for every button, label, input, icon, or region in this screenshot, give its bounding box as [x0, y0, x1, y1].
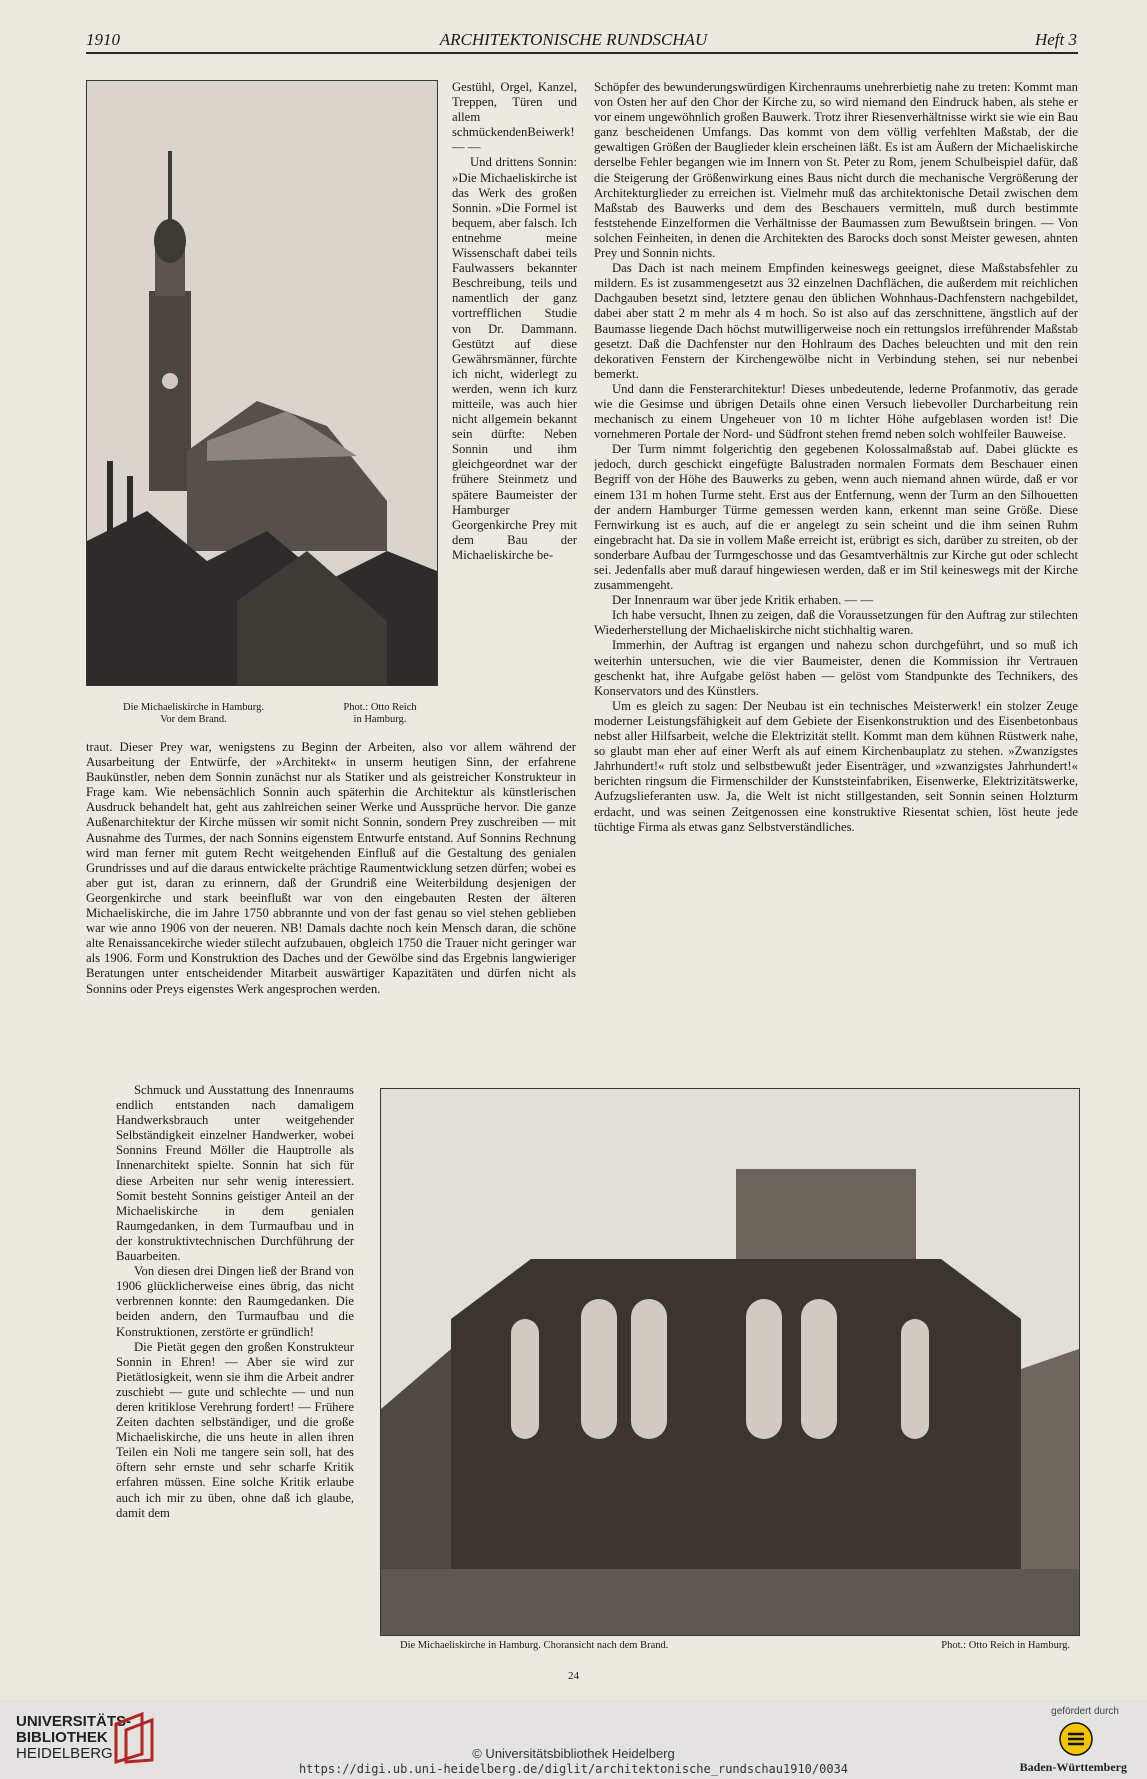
figure1-caption-line2: Vor dem Brand. [160, 714, 227, 725]
header-year: 1910 [86, 30, 120, 49]
paragraph: Ich habe versucht, Ihnen zu zeigen, daß die Voraussetzungen für den Auftrag zur stilechten Wiederherstellung der Michaeliskirche nicht stichhaltig waren. [594, 608, 1078, 638]
figure1-credit-line1: Phot.: Otto Reich [343, 702, 417, 713]
photo-michaeliskirche-choir [380, 1088, 1080, 1636]
figure1-caption [86, 702, 301, 726]
funded-label: gefördert durch [1051, 1706, 1119, 1717]
church-illustration [381, 1089, 1079, 1635]
paragraph: Immerhin, der Auftrag ist ergangen und nahezu schon durchgeführt, und so muß ich weiterhin untersuchen, wie die vier Baumeister, denen die Kommission ihr Vertrauen geschenkt hat, ihre Aufgabe gelöst haben — gelöst vom Standpunkte des Technikers, des Konservators und des Künstlers. [594, 638, 1078, 698]
footer-bar [0, 1700, 1147, 1779]
page-number: 24 [568, 1670, 579, 1682]
column-narrow-top [452, 80, 577, 748]
column-left-lower [116, 1083, 354, 1628]
paragraph: Der Turm nimmt folgerichtig den gegebenen Kolossalmaßstab auf. Dabei glückte es jedoch, durch geschickt eingefügte Balustraden normalen Formats dem Beschauer einen Begriff von der Höhe des Bauwerks zu geben, wenn auch niemand ahnen würde, daß er vor einem 131 m hohen Turme steht. Erst aus der Entfernung, wenn der Turm an den Silhouetten der andern Hamburger Türme gemessen werden kann, erkennt man seine Größe. Diese Fernwirkung ist es auch, auf die er angelegt zu sein scheint und die ihm seinen Ruhm eingebracht hat. Da sie in vollem Maße erreicht ist, erübrigt es sich, darüber zu streiten, ob der sonderbare Aufbau der Turmgeschosse und das Gesamtverhältnis zur Kirche gut oder schlecht sei. Jedenfalls aber muß darauf hingewiesen werden, daß er im Stil keineswegs mit der Kirche zusammengeht. [594, 442, 1078, 593]
library-line1: UNIVERSITÄTS- [16, 1713, 132, 1730]
paragraph: Gestühl, Orgel, Kanzel, Treppen, Türen und allem schmückendenBeiwerk! — — [452, 80, 577, 155]
column-right [594, 80, 1078, 1058]
figure1-credit [325, 702, 435, 726]
header-issue: Heft 3 [1034, 30, 1077, 49]
library-line2: BIBLIOTHEK [16, 1729, 108, 1746]
figure2-credit: Phot.: Otto Reich in Hamburg. [941, 1640, 1070, 1651]
figure1-caption-line1: Die Michaeliskirche in Hamburg. [123, 702, 264, 713]
figure1-credit-line2: in Hamburg. [353, 714, 407, 725]
paragraph: traut. Dieser Prey war, wenigstens zu Beginn der Arbeiten, also vor allem während der Ausarbeitung der Entwürfe, der »Architekt« in unserm heutigen Sinn, der erfahrene Baukünstler, neben dem Sonnin zunächst nur als Statiker und als geistreicher Konstrukteur in Frage kam. Wie nebensächlich Sonnin auch späterhin die Architektur als künstlerischen Ausdruck behandelt hat, geht aus zahlreichen seiner Werke und Aussprüche hervor. Die ganze Außenarchitektur der Kirche müssen wir somit nicht Sonnin, sondern Prey zuschreiben — mit Ausnahme des Turmes, der nach Sonnins eigenstem Entwurfe entstand. Auf Sonnins Rechnung wird man ferner mit gutem Recht weitgehenden Einfluß auf die Gestaltung des genialen Grundrisses und auf die daraus entwickelte prächtige Raumentwicklung setzen dürfen; wobei es aber gut ist, daran zu erinnern, daß der Grundriß eine Weiterbildung desjenigen der Georgenkirche und stark beeinflußt war von den eingebauten Resten der älteren Michaeliskirche, die im Jahre 1750 abbrannte und von der fast genau so viel stehen geblieben war wie anno 1906 von der neueren. NB! Damals dachte noch kein Mensch daran, die schöne alte Renaissancekirche wieder stilecht aufzubauen, obgleich 1750 die Trauer nicht geringer war als 1906. Form und Konstruktion des Daches und der Gewölbe sind das Ergebnis langwieriger Beratungen unter entscheidender Mitarbeit auswärtiger Kapazitäten und dürfen nicht als Sonnins oder Preys eigenstes Werk angesprochen werden. [86, 740, 576, 996]
footer-url[interactable]: https://digi.ub.uni-heidelberg.de/diglit/architektonische_rundschau1910/0034 [298, 1762, 849, 1776]
header-title: ARCHITEKTONISCHE RUNDSCHAU [439, 30, 708, 49]
library-line3: HEIDELBERG [16, 1745, 113, 1762]
paragraph: Schmuck und Ausstattung des Innenraums endlich entstanden nach damaligem Handwerksbrauch unter weitgehender Selbständigkeit einzelner Handwerker, wobei Sonnins Freund Möller die Hauptrolle als Innenarchitekt spielte. Sonnin hat sich für diese Arbeiten nur sehr wenig interessiert. Somit besteht Sonnins geistiger Anteil an der Michaeliskirche in dem genialen Raumgedanken, in dem Turmaufbau und in der konstruktivtechnischen Durchführung der Bauarbeiten. [116, 1083, 354, 1264]
column-left-upper [86, 740, 576, 1081]
baden-wuerttemberg-crest-icon [1059, 1722, 1093, 1756]
photo-michaeliskirche-tower [86, 80, 438, 686]
paragraph: Das Dach ist nach meinem Empfinden keineswegs geeignet, diese Maßstabsfehler zu mildern. Es ist zusammengesetzt aus 32 einzelnen Dachflächen, die außerdem mit reichlichen Dachgauben besetzt sind, letztere genau den üblichen Wohnhaus-Dachfenstern nachgebildet, dabei aber statt 2 m mehr als 4 m hoch. So ist also auf das zerschnittene, ängstlich auf der Baumasse liegende Dach höchst mutwilligerweise noch ein rettungslos irreführender Maßstab gesetzt. Daß die Dachfenster nur den Hohlraum des Daches beleuchten und mit den rein dekorativen Fenstern der Kirchengewölbe nicht in Verbindung stehen, sei nur nebenbei bemerkt. [594, 261, 1078, 381]
paragraph: Von diesen drei Dingen ließ der Brand von 1906 glücklicherweise eines übrig, das nicht verbrennen konnte: den Raumgedanken. Die beiden andern, den Turmaufbau und die Konstruktionen, zerstörte er gründlich! [116, 1264, 354, 1339]
footer-copyright: © Universitätsbibliothek Heidelberg [472, 1746, 675, 1761]
tower-illustration [87, 81, 437, 685]
figure2-caption: Die Michaeliskirche in Hamburg. Choransicht nach dem Brand. [400, 1640, 669, 1651]
funder-label: Baden-Württemberg [1019, 1760, 1127, 1774]
header-rule [86, 52, 1078, 54]
paragraph: Der Innenraum war über jede Kritik erhaben. — — [612, 593, 874, 608]
paragraph: Schöpfer des bewunderungswürdigen Kirchenraums unehrerbietig nahe zu treten: Kommt man von Osten her auf den Chor der Kirche zu, so wird niemand den Eindruck haben, als stehe er vor einem ungewöhnlich großen Bauwerk. Trotz ihrer Riesenverhältnisse wirkt sie wie ein Bau ganz bescheidenen Umfangs. Das kommt von dem völlig verfehlten Maßstab, der die gewaltigen Größen der Bauglieder klein erscheinen läßt. Es ist am Äußern der Michaeliskirche derselbe Fehler begangen wie im Innern von St. Peter zu Rom, jenem Schulbeispiel dafür, daß die Steigerung der Größenwirkung eines Baus nicht durch die mechanische Vergrößerung der Architekturglieder zu erreichen ist. Vielmehr muß das architektonische Detail zwischen dem Maßstab des Bauwerks und dem des Beschauers vermitteln, muß durch bestimmte feststehende Einzelformen die Verhältnisse der Baumassen zum Bewußtsein bringen. — Von solchen Feinheiten, in denen die Architekten des Barocks doch sonst Meister gewesen, ahnten Prey und Sonnin nichts. [594, 80, 1078, 261]
paragraph: Die Pietät gegen den großen Konstrukteur Sonnin in Ehren! — Aber sie wird zur Pietätlosigkeit, wenn sie ihm die Arbeit andrer zuschiebt — gute und schlechte — und nun deren kritiklose Verehrung fordert! — Frühere Zeiten dachten selbständiger, und die große Michaeliskirche, die uns heute in allen ihren Teilen ein Noli me tangere sein soll, hat des öftern sehr ernste und sehr scharfe Kritik erfahren müssen. Eine solche Kritik erlaube auch ich mir zu üben, ohne daß ich glaube, damit dem [116, 1339, 354, 1520]
paragraph: Und dann die Fensterarchitektur! Dieses unbedeutende, lederne Profanmotiv, das gerade wie die Gesimse und übrigen Details ohne einen Versuch liebevoller Durcharbeitung rein mechanisch zu einem Ungeheuer von 10 m lichter Höhe aufgeblasen worden ist! Die vornehmeren Portale der Nord- und Südfront stehen fremd neben solch wohlfeiler Bauweise. [594, 381, 1078, 442]
paragraph: Um es gleich zu sagen: Der Neubau ist ein technisches Meisterwerk! ein stolzer Zeuge moderner Leistungsfähigkeit auf dem Gebiete der Eisenkonstruktion und des Eisenbetonbaus nebst aller Hilfsarbeit, welche die Elektrizität stellt. Kommt man dem kühnen Rüstwerk nahe, so glaubt man eher auf einer Werft als auf einem Kirchenbauplatz zu stehen. »Zwanzigstes Jahrhundert!« ruft stolz und selbstbewußt jeder Eisenträger, und »zwanzigstes Jahrhundert!« berichten ringsum die Firmenschilder der Kunststeinfabriken, Eisenwerke, Elektrizitätswerke, Aufzugslieferanten usw. Ja, die Welt ist nicht stillgestanden, seit Sonnin seinen Holzturm erdacht, und was seinen Zeitgenossen eine konstruktive Riesentat schien, löst heute jede tüchtige Firma als etwas ganz Selbstverständliches. [594, 698, 1078, 834]
paragraph: Und drittens Sonnin: »Die Michaeliskirche ist das Werk des großen Sonnin. »Die Formel ist bequem, aber falsch. Ich entnehme meine Wissenschaft dabei teils Faulwassers bekannter Beschreibung, teils und namentlich der ganz vortrefflichen Studie von Dr. Dammann. Gestützt auf diese Gewährsmänner, fürchte ich nicht, widerlegt zu werden, wenn ich kurz mitteile, was auch hier nicht allgemein bekannt sein dürfte: Neben Sonnin und ihm gleichgeordnet war der frühere Steinmetz und spätere Baumeister der Hamburger Georgenkirche Prey mit dem Bau der Michaeliskirche be- [452, 155, 577, 562]
